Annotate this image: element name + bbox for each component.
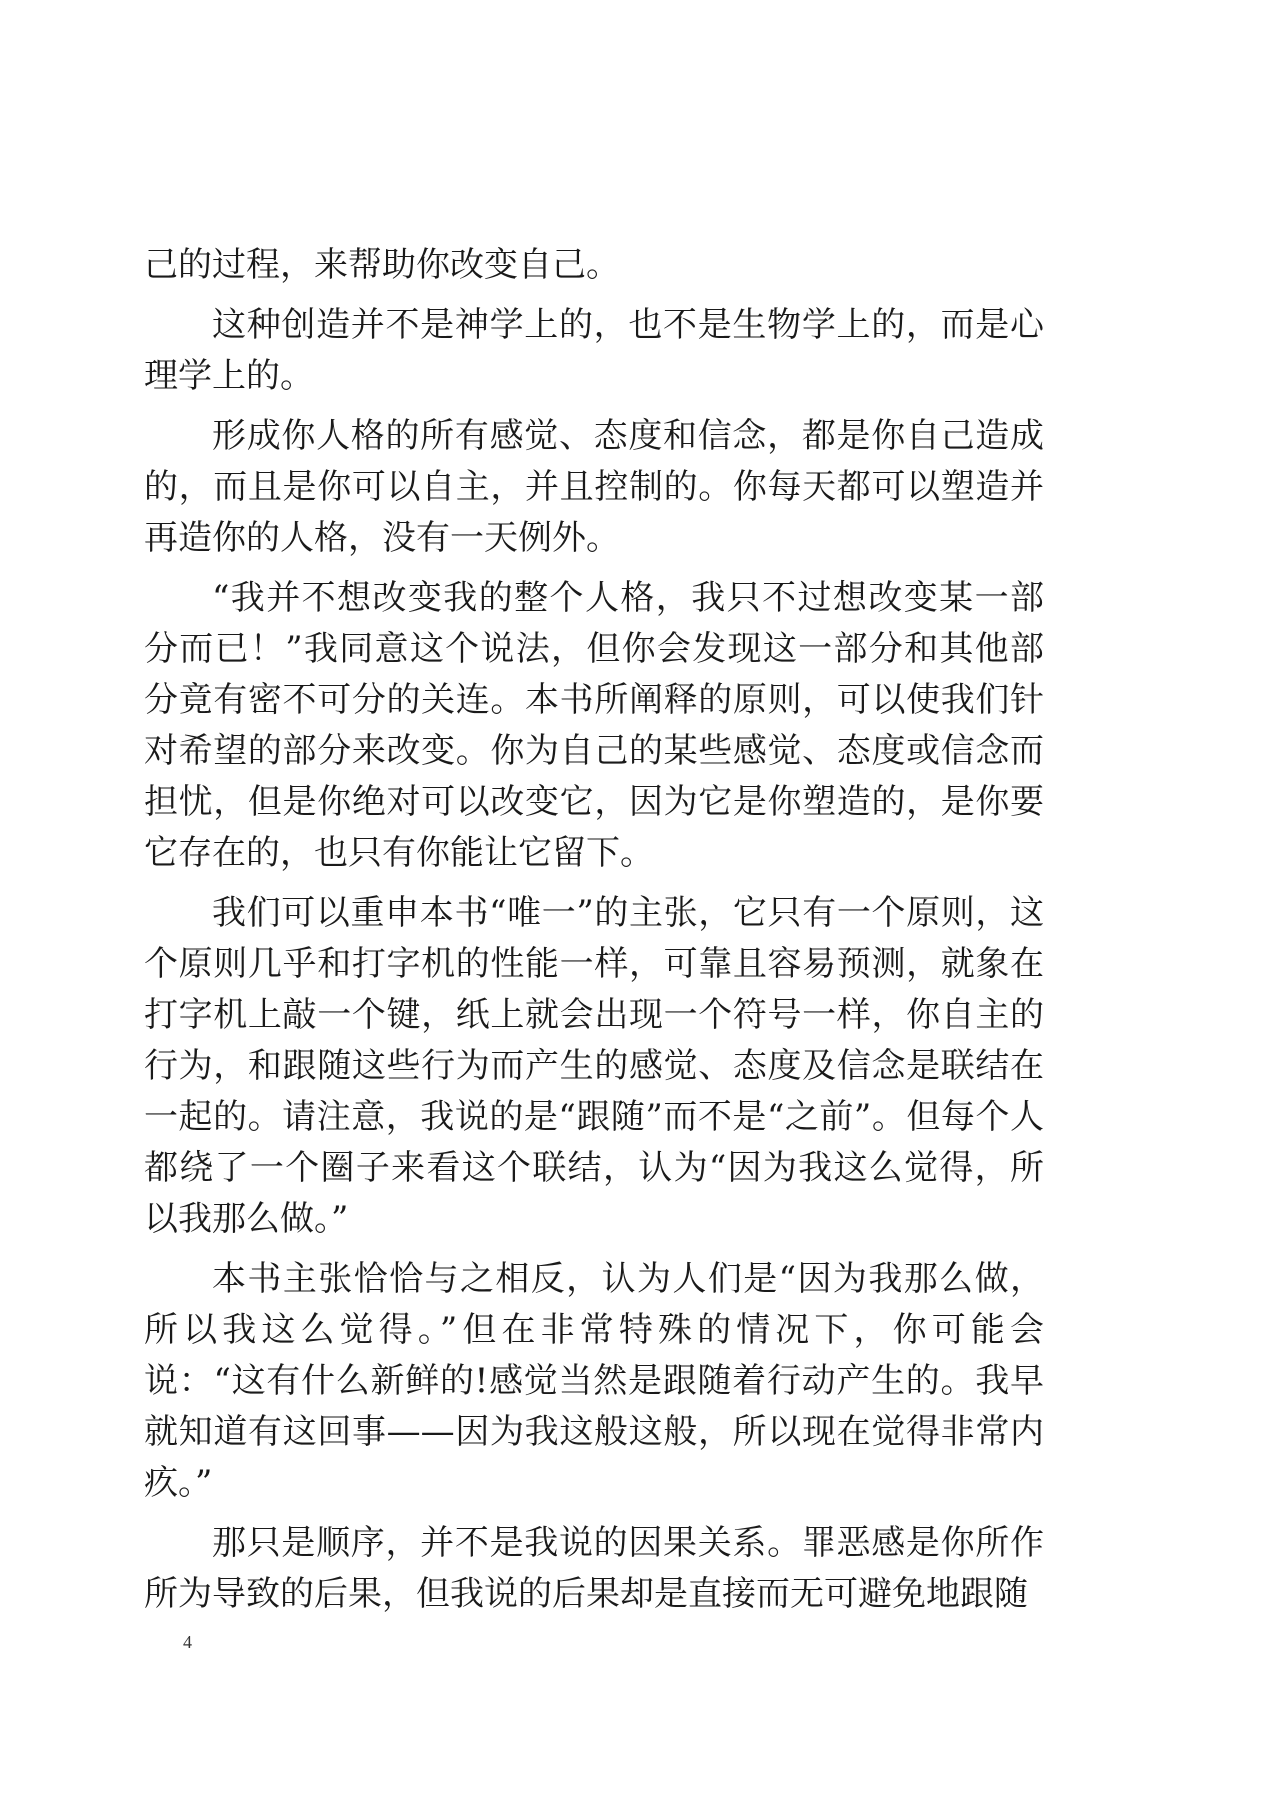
paragraph: 形成你人格的所有感觉、态度和信念，都是你自己造成的，而且是你可以自主，并且控制的。你每天都可以塑造并再造你的人格，没有一天例外。 [144, 416, 1044, 558]
paragraph: 我们可以重申本书“唯一”的主张，它只有一个原则，这个原则几乎和打字机的性能一样，可靠且容易预测，就象在打字机上敲一个键，纸上就会出现一个符号一样，你自主的行为，和跟随这些行为而产生的感觉、态度及信念是联结在一起的。请注意，我说的是“跟随”而不是“之前”。但每个人都绕了一个圈子来看这个联结，认为“因为我这么觉得，所以我那么做。” [144, 893, 1044, 1239]
paragraph: 那只是顺序，并不是我说的因果关系。罪恶感是你所作所为导致的后果，但我说的后果却是直接而无可避免地跟随 [144, 1523, 1044, 1614]
paragraph: 这种创造并不是神学上的，也不是生物学上的，而是心理学上的。 [144, 305, 1044, 396]
body-text [144, 240, 1044, 1629]
paragraph: 己的过程，来帮助你改变自己。 [144, 245, 620, 285]
page-number: 4 [183, 1632, 192, 1652]
paragraph: “我并不想改变我的整个人格，我只不过想改变某一部分而已！”我同意这个说法，但你会发现这一部分和其他部分竟有密不可分的关连。本书所阐释的原则，可以使我们针对希望的部分来改变。你为自己的某些感觉、态度或信念而担忧，但是你绝对可以改变它，因为它是你塑造的，是你要它存在的，也只有你能让它留下。 [144, 578, 1044, 873]
paragraph: 本书主张恰恰与之相反，认为人们是“因为我那么做，所以我这么觉得。”但在非常特殊的情况下，你可能会说：“这有什么新鲜的!感觉当然是跟随着行动产生的。我早就知道有这回事——因为我这般这般，所以现在觉得非常内疚。” [144, 1259, 1044, 1503]
